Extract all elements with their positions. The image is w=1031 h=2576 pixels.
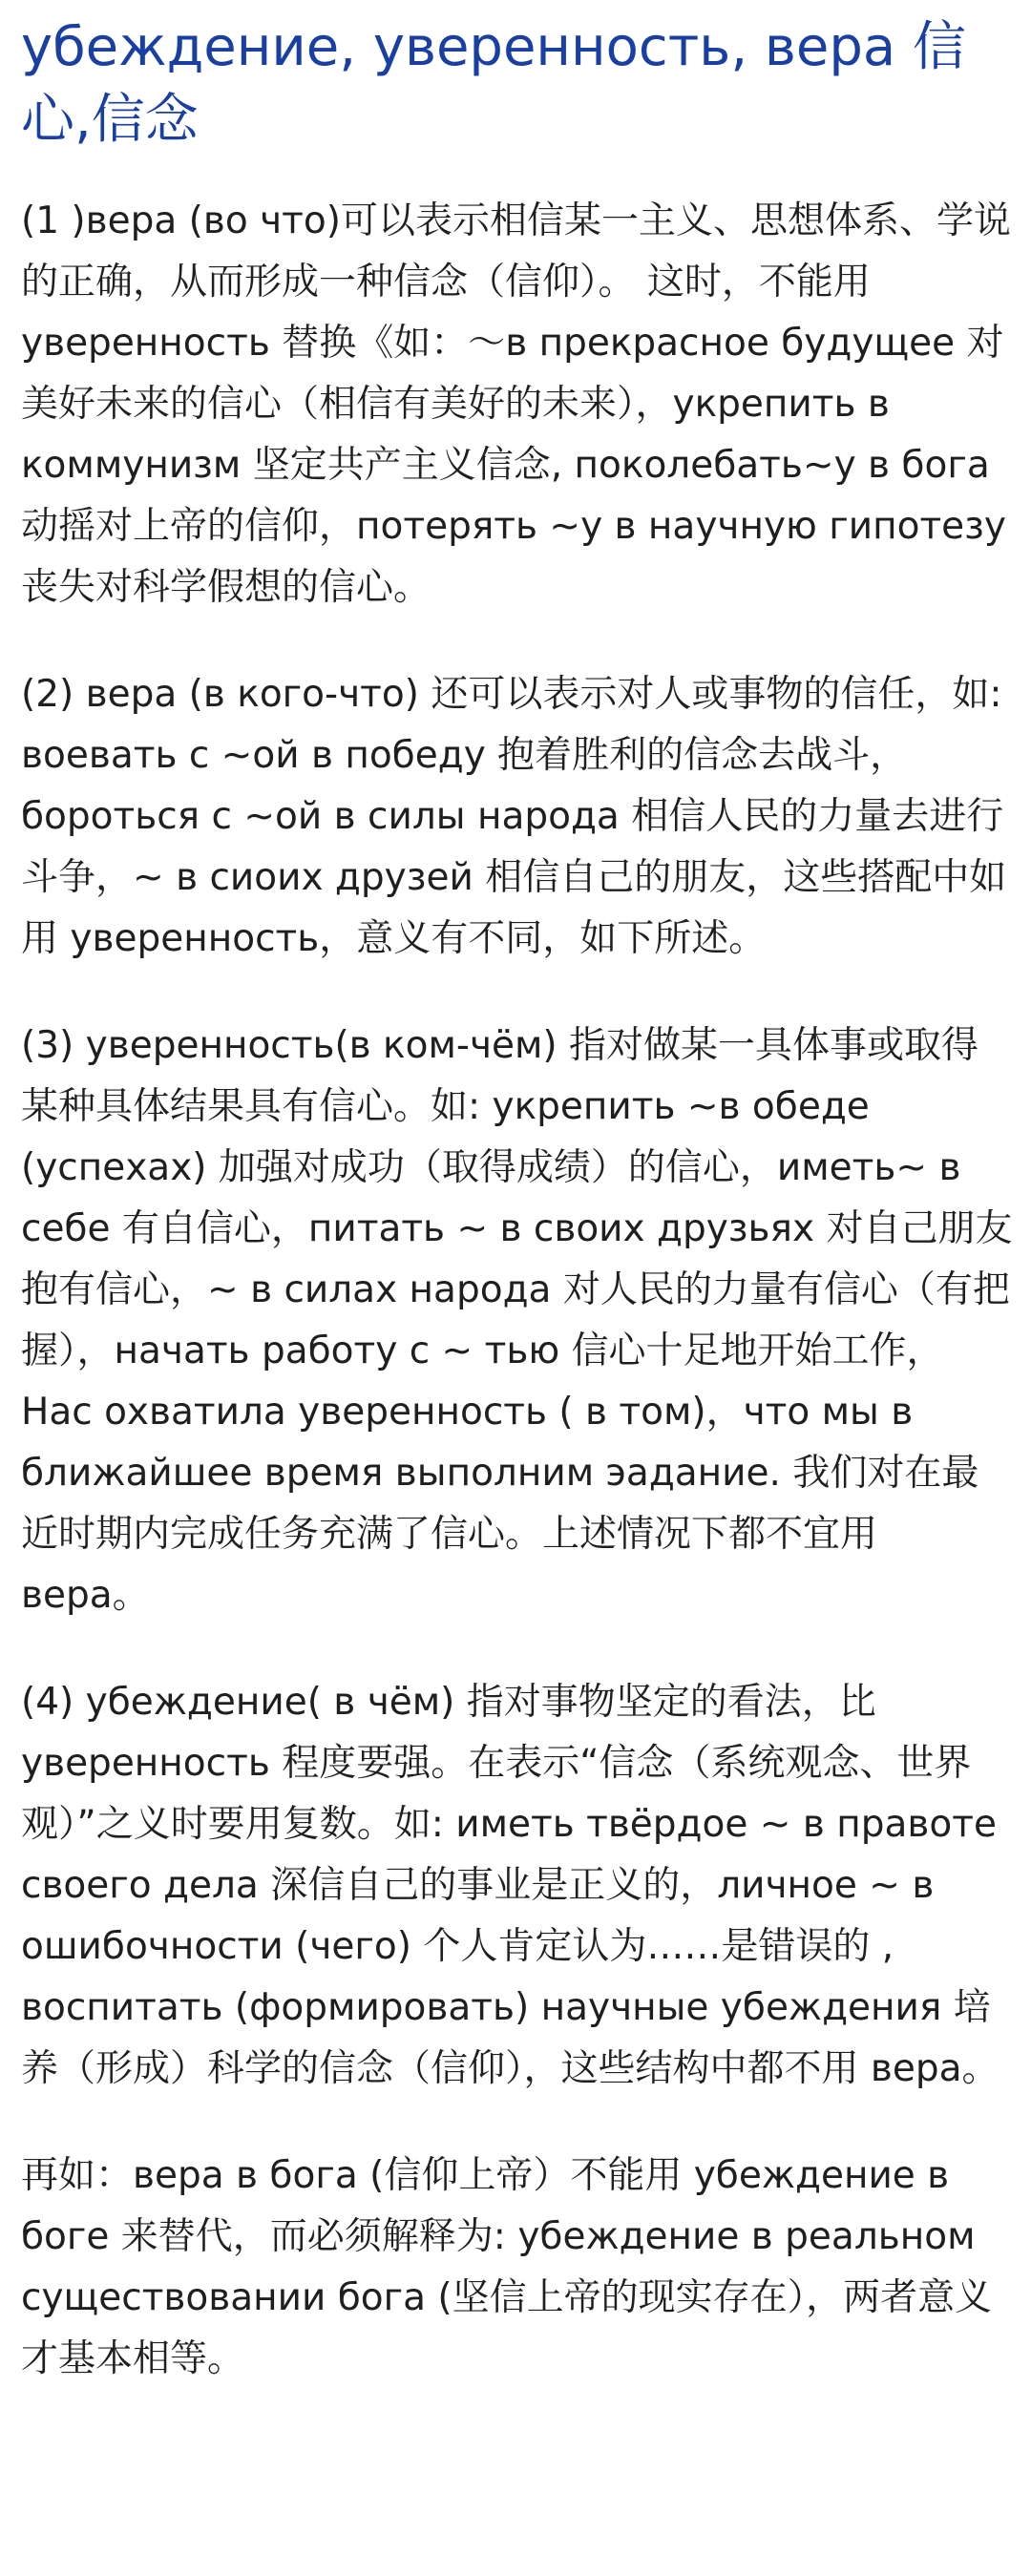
paragraph-1: (1 )вера (во что)可以表示相信某一主义、思想体系、学说的正确，从而形成一种信念（信仰）。 这时，不能用 уверенность 替换《如：～в прекрасное будущее 对美好未来的信心（相信有美好的未来），укрепить в коммунизм 坚定共产主义信念, поколебать~у в бога 动摇对上帝的信仰，потерять ~у в научную гипотезу 丧失对科学假想的信心。 xyxy=(21,199,1011,609)
paragraph-2: (2) вера (в кого-что) 还可以表示对人或事物的信任，如: воевать с ~ой в победу 抱着胜利的信念去战斗，бороться с ~ой в силы народа 相信人民的力量去进行斗争，~ в сиоих друзей 相信自己的朋友，这些搭配中如用 уверенность，意义有不同，如下所述。 xyxy=(21,673,1007,960)
paragraph-5: 再如：вера в бога (信仰上帝）不能用 убеждение в боге 来替代，而必须解释为: убеждение в реальном существовании бога (坚信上帝的现实存在），两者意义才基本相等。 xyxy=(21,2154,993,2380)
page-title: убеждение, уверенность, вера 信心,信念 xyxy=(21,16,967,151)
paragraph-4: (4) убеждение( в чём) 指对事物坚定的看法，比 уверенность 程度要强。在表示“信念（系统观念、世界观）”之义时要用复数。如: иметь твёрдое ~ в правоте своего дела 深信自己的事业是正义的，личное ~ в ошибочности (чего) 个人肯定认为……是错误的 , воспитать (формировать) научные убеждения 培养（形成）科学的信念（信仰），这些结构中都不用 вера。 xyxy=(21,1681,999,2090)
article xyxy=(21,11,1014,2390)
paragraph-3: (3) уверенность(в ком-чём) 指对做某一具体事或取得某种具体结果具有信心。如: укрепить ~в обеде (успехах) 加强对成功（取得成绩）的信心，иметь~ в себе 有自信心，питать ~ в своих друзьях 对自己朋友抱有信心，~ в силах народа 对人民的力量有信心（有把握），начать работу с ~ тью 信心十足地开始工作， Нас охватила уверенность ( в том)，что мы в ближайшее время выполним эадание. 我们对在最近时期内完成任务充满了信心。上述情况下都不宜用 вера。 xyxy=(21,1024,1013,1617)
